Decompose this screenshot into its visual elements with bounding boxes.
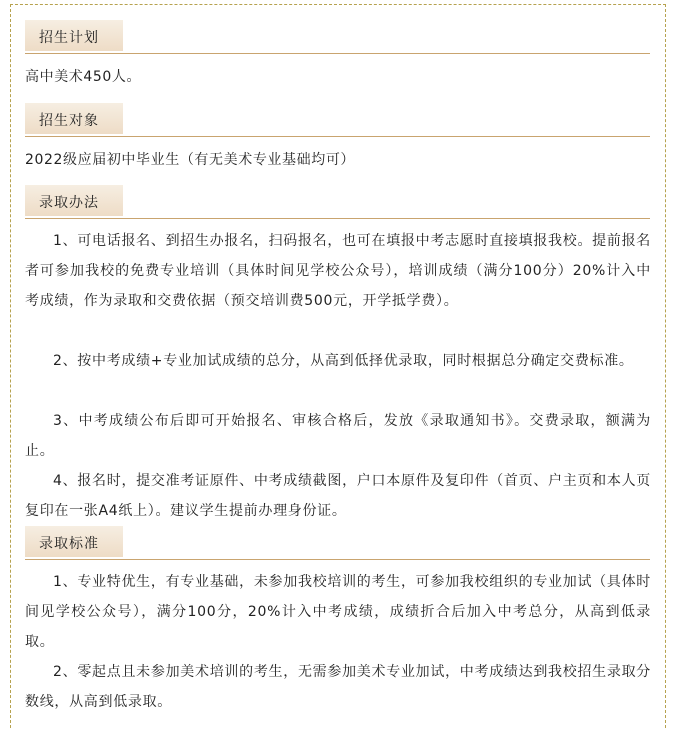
section-header-admission-method <box>25 185 650 219</box>
section-title: 录取办法 <box>39 195 99 211</box>
section-divider <box>25 559 650 560</box>
section-title: 录取标准 <box>39 536 99 552</box>
section-divider <box>25 53 650 54</box>
enrollment-plan-text: 高中美术450人。 <box>25 69 142 85</box>
admission-method-paragraph: 3、中考成绩公布后即可开始报名、审核合格后，发放《录取通知书》。交费录取，额满为止。 <box>25 413 651 459</box>
section-divider <box>25 218 650 219</box>
admission-standard-paragraph: 2、零起点且未参加美术培训的考生，无需参加美术专业加试，中考成绩达到我校招生录取分数线，从高到低录取。 <box>25 664 651 710</box>
section-title: 招生计划 <box>39 30 99 46</box>
section-divider <box>25 136 650 137</box>
admission-standard-paragraph: 1、专业特优生，有专业基础，未参加我校培训的考生，可参加我校组织的专业加试（具体时间见学校公众号），满分100分，20%计入中考成绩，成绩折合后加入中考总分，从高到低录取。 <box>25 574 651 650</box>
admission-method-paragraph: 4、报名时，提交准考证原件、中考成绩截图，户口本原件及复印件（首页、户主页和本人页复印在一张A4纸上）。建议学生提前办理身份证。 <box>25 473 651 519</box>
section-header-admission-standard <box>25 526 650 560</box>
section-tab <box>25 20 123 51</box>
target-students-text: 2022级应届初中毕业生（有无美术专业基础均可） <box>25 152 356 168</box>
section-title: 招生对象 <box>39 113 99 129</box>
section-tab <box>25 185 123 216</box>
admission-method-paragraph: 1、可电话报名、到招生办报名，扫码报名，也可在填报中考志愿时直接填报我校。提前报名者可参加我校的免费专业培训（具体时间见学校公众号），培训成绩（满分100分）20%计入中考成绩，作为录取和交费依据（预交培训费500元，开学抵学费）。 <box>25 233 651 309</box>
section-tab <box>25 526 123 557</box>
section-header-target-students <box>25 103 650 137</box>
admission-method-paragraph: 2、按中考成绩+专业加试成绩的总分，从高到低择优录取，同时根据总分确定交费标准。 <box>53 353 634 369</box>
section-tab <box>25 103 123 134</box>
section-header-enrollment-plan <box>25 20 650 54</box>
